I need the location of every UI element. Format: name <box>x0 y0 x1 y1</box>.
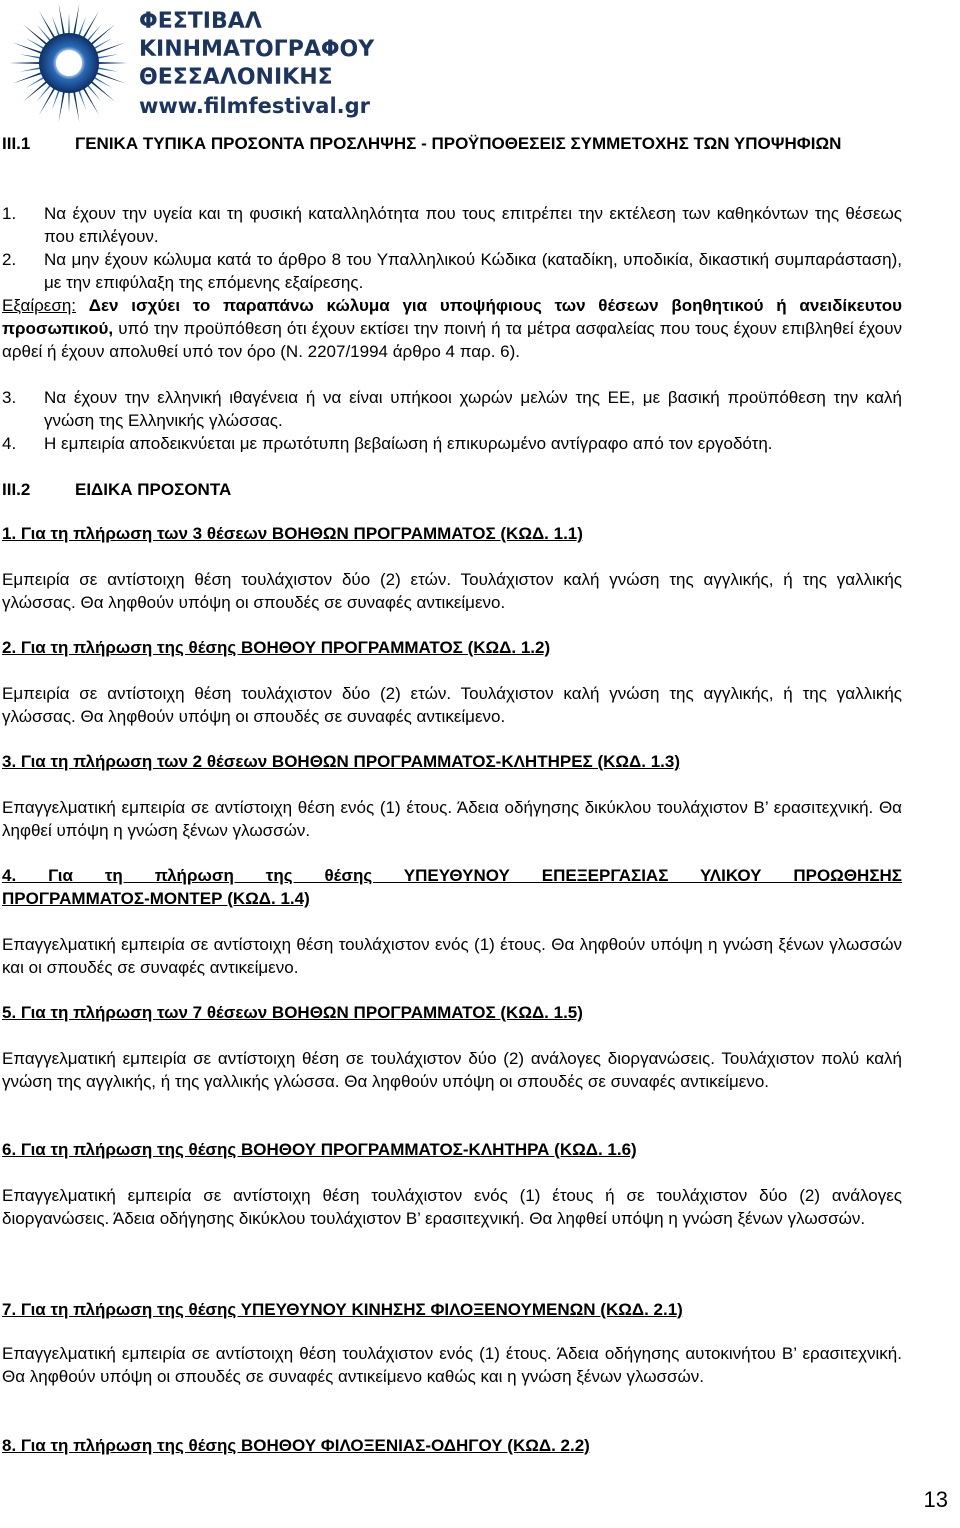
list-item <box>2 386 902 432</box>
position-heading: 8. Για τη πλήρωση της θέσης ΒΟΗΘΟΥ ΦΙΛΟΞΕΝΙΑΣ-ΟΔΗΓΟΥ (ΚΩΔ. 2.2) <box>2 1436 590 1455</box>
list-item-text: Η εμπειρία αποδεικνύεται με πρωτότυπη βεβαίωση ή επικυρωμένο αντίγραφο από τον εργοδότη. <box>44 434 773 453</box>
page-number: 13 <box>923 1487 948 1512</box>
position-heading: 2. Για τη πλήρωση της θέσης ΒΟΗΘΟΥ ΠΡΟΓΡΑΜΜΑΤΟΣ (ΚΩΔ. 1.2) <box>2 638 551 657</box>
exception-paragraph <box>2 294 902 363</box>
list-item-number: 1. <box>2 204 17 223</box>
position-requirements: Εμπειρία σε αντίστοιχη θέση τουλάχιστον δύο (2) ετών. Τουλάχιστον καλή γνώση της αγγλικής, ή της γαλλικής γλώσσας. Θα ληφθούν υπόψη οι σπουδές σε συναφές αντικείμενο. <box>2 684 902 726</box>
festival-logo-text <box>139 8 374 120</box>
position-requirements: Επαγγελματική εμπειρία σε αντίστοιχη θέση ενός (1) έτους. Άδεια οδήγησης δικύκλου τουλάχιστον Β’ ερασιτεχνική. Θα ληφθεί υπόψη η γνώση ξένων γλωσσών. <box>2 798 902 840</box>
list-item-number: 2. <box>2 250 17 269</box>
position-heading: 1. Για τη πλήρωση των 3 θέσεων ΒΟΗΘΩΝ ΠΡΟΓΡΑΜΜΑΤΟΣ (ΚΩΔ. 1.1) <box>2 524 583 543</box>
position-heading: 3. Για τη πλήρωση των 2 θέσεων ΒΟΗΘΩΝ ΠΡΟΓΡΑΜΜΑΤΟΣ-ΚΛΗΤΗΡΕΣ (ΚΩΔ. 1.3) <box>2 752 680 771</box>
position-requirements: Επαγγελματική εμπειρία σε αντίστοιχη θέση τουλάχιστον ενός (1) έτους ή σε τουλάχιστον δύο (2) ανάλογες διοργανώσεις. Άδεια οδήγησης δικύκλου τουλάχιστον Β’ ερασιτεχνική. Θα ληφθεί υπόψη η γνώση ξένων γλωσσών. <box>2 1186 902 1228</box>
exception-text: υπό την προϋπόθεση ότι έχουν εκτίσει την ποινή ή τα μέτρα ασφαλείας που τους έχουν επιβληθεί έχουν αρθεί ή έχουν απολυθεί υπό τον όρο (Ν. 2207/1994 άρθρο 4 παρ. 6). <box>2 319 902 361</box>
list-item <box>2 248 902 294</box>
position-heading: 7. Για τη πλήρωση της θέσης ΥΠΕΥΘΥΝΟΥ ΚΙΝΗΣΗΣ ΦΙΛΟΞΕΝΟΥΜΕΝΩΝ (ΚΩΔ. 2.1) <box>2 1300 683 1319</box>
section-title: ΕΙΔΙΚΑ ΠΡΟΣΟΝΤΑ <box>75 480 232 499</box>
position-requirements: Επαγγελματική εμπειρία σε αντίστοιχη θέση τουλάχιστον ενός (1) έτους. Άδεια οδήγησης αυτοκινήτου Β’ ερασιτεχνική. Θα ληφθούν υπόψη οι σπουδές σε συναφές αντικείμενο καθώς και η γνώση ξένων γλωσσών. <box>2 1344 902 1386</box>
section-number: III.2 <box>2 480 31 499</box>
section-number: III.1 <box>2 134 31 153</box>
sun-emblem-icon <box>2 2 137 124</box>
position-heading: 4. Για τη πλήρωση της θέσης ΥΠΕΥΘΥΝΟΥ ΕΠΕΞΕΡΓΑΣΙΑΣ ΥΛΙΚΟΥ ΠΡΟΩΘΗΣΗΣ <box>2 866 902 885</box>
logo-line-1: ΦΕΣΤΙΒΑΛ <box>139 9 262 34</box>
position-requirements: Επαγγελματική εμπειρία σε αντίστοιχη θέση τουλάχιστον ενός (1) έτους. Θα ληφθούν υπόψη η γνώση ξένων γλωσσών και οι σπουδές σε συναφές αντικείμενο. <box>2 935 902 977</box>
list-item <box>2 202 902 248</box>
position-requirements: Επαγγελματική εμπειρία σε αντίστοιχη θέση σε τουλάχιστον δύο (2) ανάλογες διοργανώσεις. Τουλάχιστον πολύ καλή γνώση της αγγλικής, ή της γαλλικής γλώσσα. Θα ληφθούν υπόψη οι σπουδές σε συναφές αντικείμενο. <box>2 1049 902 1091</box>
section-title: ΓΕΝΙΚΑ ΤΥΠΙΚΑ ΠΡΟΣΟΝΤΑ ΠΡΟΣΛΗΨΗΣ - ΠΡΟΫΠΟΘΕΣΕΙΣ ΣΥΜΜΕΤΟΧΗΣ ΤΩΝ ΥΠΟΨΗΦΙΩΝ <box>75 134 842 153</box>
position-requirements: Εμπειρία σε αντίστοιχη θέση τουλάχιστον δύο (2) ετών. Τουλάχιστον καλή γνώση της αγγλικής, ή της γαλλικής γλώσσας. Θα ληφθούν υπόψη οι σπουδές σε συναφές αντικείμενο. <box>2 570 902 612</box>
position-heading: 5. Για τη πλήρωση των 7 θέσεων ΒΟΗΘΩΝ ΠΡΟΓΡΑΜΜΑΤΟΣ (ΚΩΔ. 1.5) <box>2 1003 583 1022</box>
position-heading: 6. Για τη πλήρωση της θέσης ΒΟΗΘΟΥ ΠΡΟΓΡΑΜΜΑΤΟΣ-ΚΛΗΤΗΡΑ (ΚΩΔ. 1.6) <box>2 1140 637 1159</box>
list-item-text: Να έχουν την ελληνική ιθαγένεια ή να είναι υπήκοοι χωρών μελών της ΕΕ, με βασική προϋπόθεση την καλή γνώση της Ελληνικής γλώσσας. <box>44 388 902 430</box>
list-item-text: Να μην έχουν κώλυμα κατά το άρθρο 8 του Υπαλληλικού Κώδικα (καταδίκη, υποδικία, δικαστική συμπαράσταση), με την επιφύλαξη της επόμενης εξαίρεσης. <box>44 250 902 292</box>
position-heading-continued: ΠΡΟΓΡΑΜΜΑΤΟΣ-ΜΟΝΤΕΡ (ΚΩΔ. 1.4) <box>2 889 310 908</box>
list-item <box>2 432 902 455</box>
logo-line-3: ΘΕΣΣΑΛΟΝΙΚΗΣ <box>139 65 333 90</box>
exception-label: Εξαίρεση: <box>2 296 77 315</box>
exception-bold-text: Δεν ισχύει το παραπάνω κώλυμα για υποψήφιους των θέσεων βοηθητικού ή ανειδίκευτου προσωπικού, <box>2 296 902 338</box>
logo-url: www.filmfestival.gr <box>139 94 371 118</box>
logo-line-2: ΚΙΝΗΜΑΤΟΓΡΑΦΟΥ <box>139 37 375 62</box>
list-item-number: 4. <box>2 434 17 453</box>
list-item-number: 3. <box>2 388 17 407</box>
list-item-text: Να έχουν την υγεία και τη φυσική καταλληλότητα που τους επιτρέπει την εκτέλεση των καθηκόντων της θέσεως που επιλέγουν. <box>44 204 902 246</box>
